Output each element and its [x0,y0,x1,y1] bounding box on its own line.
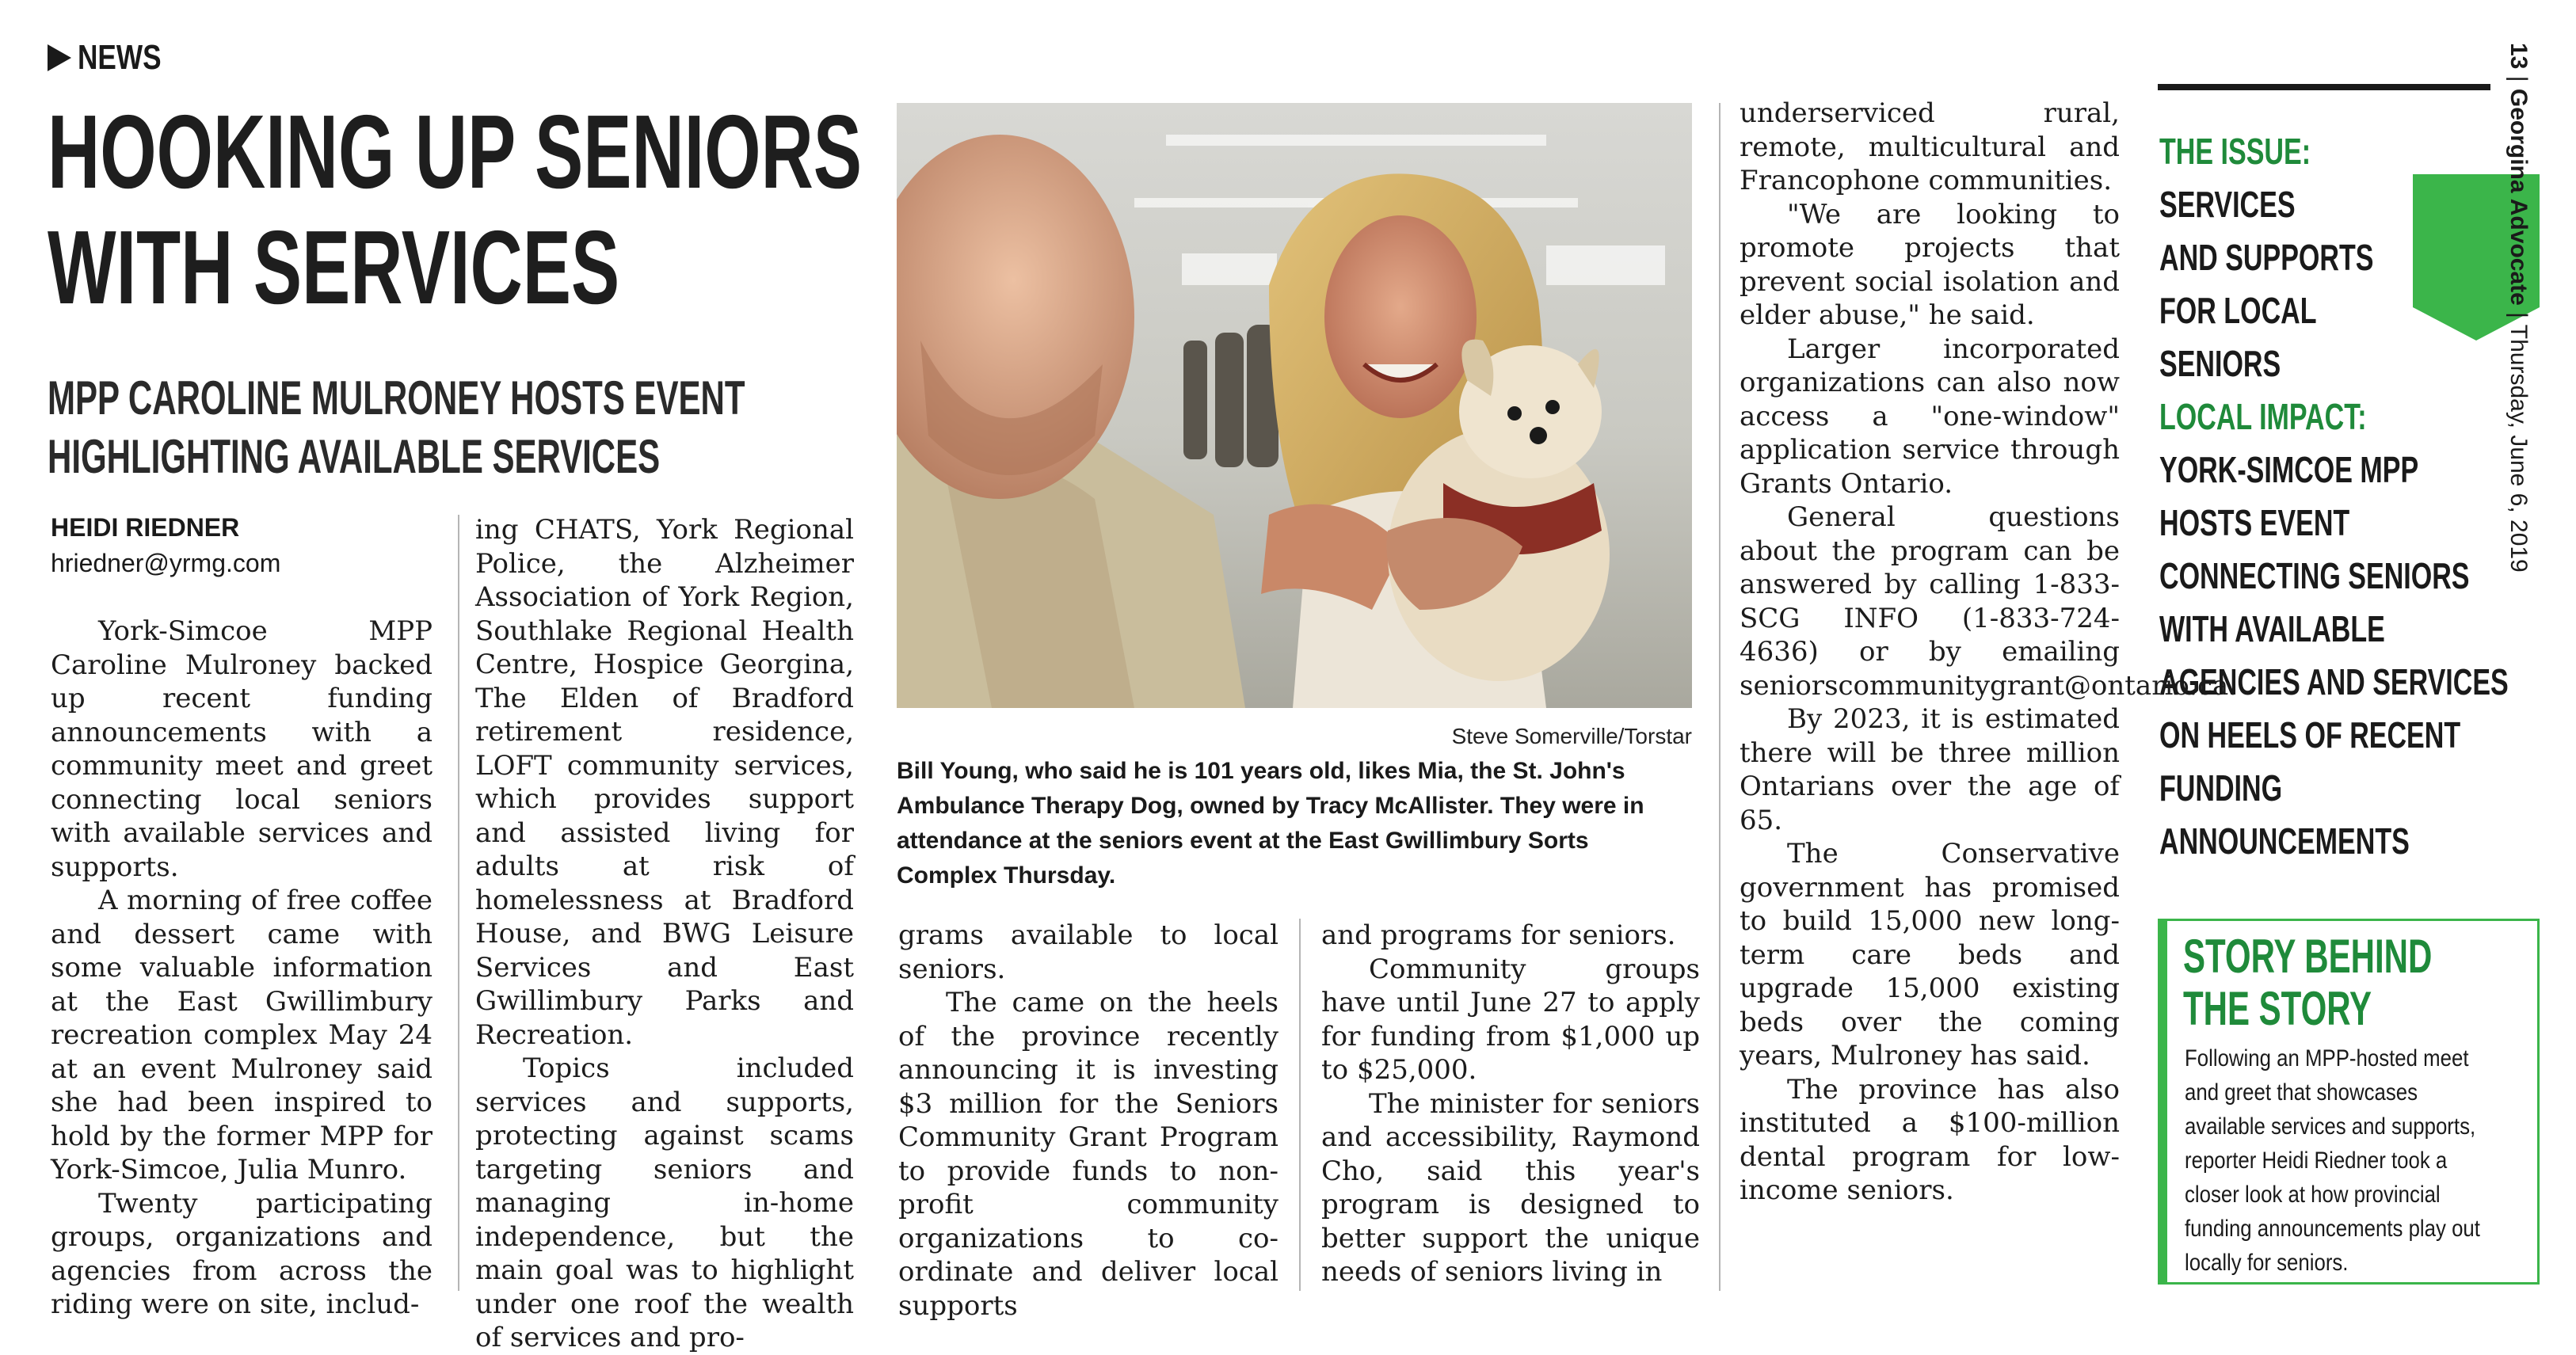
story-line: Following an MPP-hosted meet [2185,1045,2469,1071]
impact-line: CONNECTING SENIORS [2159,555,2470,596]
background-people [1183,325,1278,467]
section-label: NEWS [78,38,162,77]
article-column-1 [51,615,433,1322]
section-arrow-icon [48,44,71,71]
paragraph: and programs for seniors. [1321,919,1676,951]
story-line: available services and supports, [2185,1113,2476,1140]
column-rule [1299,919,1301,1291]
story-title-line-2: THE STORY [2183,982,2372,1035]
story-line: funding announcements play out [2185,1216,2480,1242]
paragraph: The minister for seniors and accessibility, Raymond Cho, said this year's program is designed to better support the unique needs of seniors living in [1321,1087,1700,1288]
impact-label: LOCAL IMPACT: [2159,396,2367,437]
impact-line: FUNDING [2159,767,2283,809]
dog-eye [1507,406,1522,421]
paragraph: A morning of free coffee and dessert came with some valuable information at the East Gwillimbury recreation complex May 24 at an event Mulroney said she had been inspired to hold by the former MPP for York-Simcoe, Julia Munro. [51,885,433,1186]
article-column-2 [475,513,854,1355]
paragraph: "We are looking to promote projects that prevent social isolation and elder abuse," he said. [1740,198,2120,331]
story-line: closer look at how provincial [2185,1182,2441,1208]
issue-line: SERVICES [2159,184,2296,225]
folio-separator: | [2506,312,2532,325]
page-folio [2505,43,2532,573]
column-rule [458,515,459,1291]
dog-nose [1530,427,1547,444]
subhead-line-2: HIGHLIGHTING AVAILABLE SERVICES [48,430,661,483]
story-body [2185,1041,2539,1280]
article-column-3 [898,919,1278,1323]
folio-page-number: 13 [2506,43,2532,70]
paragraph: York-Simcoe MPP Caroline Mulroney backed up recent funding announcements with a community meet and greet connecting local seniors with available services and supports. [51,615,433,883]
issue-label: THE ISSUE: [2159,131,2311,172]
event-photo [897,103,1692,708]
paragraph: The came on the heels of the province recently announcing it is investing $3 million for the Seniors Community Grant Program to provide funds to non-profit community organizations to co-ordinate and deliver local supports [898,987,1278,1322]
issue-line: FOR LOCAL [2159,290,2317,331]
paragraph: General questions about the program can be answered by calling 1-833-SCG INFO (1-833-724-4636) or by emailing seniorscommunitygrant@ontario.ca. [1740,501,2238,702]
sidebar-top-rule [2158,84,2490,90]
impact-line: WITH AVAILABLE [2159,608,2385,649]
headline-line-1: HOOKING UP SENIORS [48,93,863,210]
paragraph: grams available to local seniors. [898,919,1278,985]
subhead-line-1: MPP CAROLINE MULRONEY HOSTS EVENT [48,371,745,424]
paragraph: Community groups have until June 27 to apply for funding from $1,000 up to $25,000. [1321,953,1700,1086]
photo-credit: Steve Somerville/Torstar [1451,724,1692,748]
impact-line: AGENCIES AND SERVICES [2159,661,2509,702]
paragraph: ing CHATS, York Regional Police, the Alzheimer Association of York Region, Southlake Regional Health Centre, Hospice Georgina, The Elden of Bradford retirement residence, LOFT community services, which provides support and assisted living for adults at risk of homelessness at Bradford House, and BWG Leisure Services and East Gwillimbury Parks and Recreation. [475,514,854,1051]
headline-line-2: WITH SERVICES [48,209,620,325]
issue-line: SENIORS [2159,343,2281,384]
folio-paper-name: Georgina Advocate [2506,88,2532,306]
column-rule [1719,103,1721,1291]
paragraph: underserviced rural, remote, multicultural and Francophone communities. [1740,97,2120,196]
story-line: locally for seniors. [2185,1250,2349,1276]
impact-line: ANNOUNCEMENTS [2159,820,2410,862]
paragraph: By 2023, it is estimated there will be three million Ontarians over the age of 65. [1740,703,2120,836]
story-behind-box [2158,919,2540,1285]
photo-caption: Bill Young, who said he is 101 years old, likes Mia, the St. John's Ambulance Therapy Dog, owned by Tracy McAllister. They were in attendance at the seniors event at the East Gwillimbury Sorts Complex Thursday. [897,758,1644,889]
impact-line: ON HEELS OF RECENT [2159,714,2461,756]
impact-line: YORK-SIMCOE MPP [2159,449,2419,490]
paragraph: Topics included services and supports, protecting against scams targeting seniors and managing in-home independence, but the main goal was to highlight under one roof the wealth of services and pro- [475,1052,854,1353]
folio-separator: | [2506,75,2532,89]
paragraph: The Conservative government has promised to build 15,000 new long-term care beds and upgrade 15,000 existing beds over the coming years, Mulroney has said. [1740,838,2120,1071]
paragraph: Twenty participating groups, organizations and agencies from across the riding were on site, includ- [51,1187,433,1320]
folio-date: Thursday, June 6, 2019 [2506,324,2532,573]
paragraph: The province has also instituted a $100-million dental program for low-income seniors. [1740,1073,2120,1206]
dog-eye [1545,400,1560,414]
paragraph: Larger incorporated organizations can also now access a "one-window" application service through Grants Ontario. [1740,333,2120,500]
impact-line: HOSTS EVENT [2159,502,2350,543]
story-line: and greet that showcases [2185,1079,2418,1106]
article-column-4 [1321,919,1700,1289]
story-title-line-1: STORY BEHIND [2183,930,2433,983]
issue-line: AND SUPPORTS [2159,237,2374,278]
woman-face [1324,215,1477,418]
byline-name: HEIDI RIEDNER [51,513,240,542]
story-line: reporter Heidi Riedner took a [2185,1148,2448,1174]
section-flag [48,38,182,78]
byline-email[interactable]: hriedner@yrmg.com [51,549,281,577]
